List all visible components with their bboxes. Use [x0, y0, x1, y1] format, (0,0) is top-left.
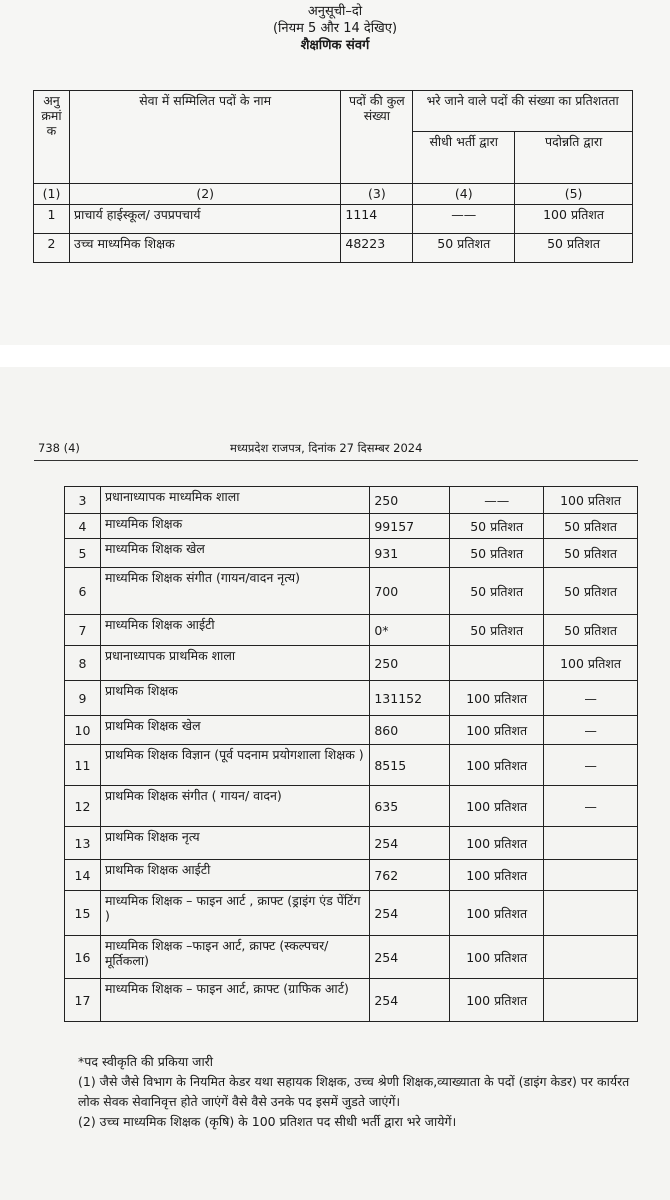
schedule-table-part2 — [64, 486, 638, 1022]
col-num-2: (2) — [69, 184, 340, 205]
row-post-name: माध्यमिक शिक्षक — [100, 514, 369, 539]
schedule-rule-ref: (नियम 5 और 14 देखिए) — [272, 21, 398, 36]
row-serial: 11 — [65, 745, 101, 786]
row-total: 254 — [370, 979, 450, 1022]
row-total: 860 — [370, 716, 450, 745]
table-row — [65, 615, 638, 646]
row-serial: 5 — [65, 539, 101, 568]
row-direct: 100 प्रतिशत — [450, 979, 544, 1022]
table-row — [65, 514, 638, 539]
row-promotion: 100 प्रतिशत — [544, 487, 638, 514]
row-serial: 14 — [65, 860, 101, 891]
row-serial: 16 — [65, 936, 101, 979]
row-direct — [450, 646, 544, 681]
header-serial: अनु क्रमां क — [34, 91, 70, 184]
row-promotion: 50 प्रतिशत — [544, 615, 638, 646]
row-promotion: 50 प्रतिशत — [544, 539, 638, 568]
header-total-posts: पदों की कुल संख्या — [341, 91, 413, 184]
table-row — [65, 891, 638, 936]
row-total: 931 — [370, 539, 450, 568]
col-num-1: (1) — [34, 184, 70, 205]
schedule-title: अनुसूची–दो — [307, 4, 363, 19]
row-post-name: प्राथमिक शिक्षक आईटी — [100, 860, 369, 891]
table-row — [65, 979, 638, 1022]
row-promotion: 50 प्रतिशत — [544, 514, 638, 539]
row-direct: 50 प्रतिशत — [450, 568, 544, 615]
row-direct: 100 प्रतिशत — [450, 716, 544, 745]
header-post-names: सेवा में सम्मिलित पदों के नाम — [69, 91, 340, 184]
row-serial: 13 — [65, 827, 101, 860]
table-row — [65, 827, 638, 860]
row-total: 254 — [370, 827, 450, 860]
row-total: 700 — [370, 568, 450, 615]
row-direct: 50 प्रतिशत — [413, 234, 515, 263]
table-row — [65, 936, 638, 979]
row-post-name: प्राथमिक शिक्षक खेल — [100, 716, 369, 745]
table-row — [65, 646, 638, 681]
table-row — [65, 568, 638, 615]
row-serial: 3 — [65, 487, 101, 514]
row-total: 762 — [370, 860, 450, 891]
row-post-name: माध्यमिक शिक्षक खेल — [100, 539, 369, 568]
col-num-4: (4) — [413, 184, 515, 205]
table-row — [65, 716, 638, 745]
col-num-5: (5) — [515, 184, 633, 205]
row-total: 99157 — [370, 514, 450, 539]
row-promotion: — — [544, 716, 638, 745]
row-post-name: प्रधानाध्यापक प्राथमिक शाला — [100, 646, 369, 681]
row-post-name: प्राथमिक शिक्षक संगीत ( गायन/ वादन) — [100, 786, 369, 827]
row-post-name: माध्यमिक शिक्षक संगीत (गायन/वादन नृत्य) — [100, 568, 369, 615]
page-number: 738 (4) — [38, 441, 80, 455]
row-post-name: प्रधानाध्यापक माध्यमिक शाला — [100, 487, 369, 514]
row-post-name: प्राथमिक शिक्षक नृत्य — [100, 827, 369, 860]
row-direct: 50 प्रतिशत — [450, 615, 544, 646]
row-post-name: प्राथमिक शिक्षक विज्ञान (पूर्व पदनाम प्रयोगशाला शिक्षक ) — [100, 745, 369, 786]
row-total: 1114 — [341, 205, 413, 234]
row-total: 254 — [370, 936, 450, 979]
row-total: 48223 — [341, 234, 413, 263]
row-direct: —— — [413, 205, 515, 234]
row-promotion: 50 प्रतिशत — [515, 234, 633, 263]
row-direct: 100 प्रतिशत — [450, 860, 544, 891]
row-post-name: उच्च माध्यमिक शिक्षक — [69, 234, 340, 263]
row-post-name: प्राचार्य हाईस्कूल/ उपप्रपचार्य — [69, 205, 340, 234]
row-direct: 100 प्रतिशत — [450, 827, 544, 860]
table-row — [65, 487, 638, 514]
table-row — [34, 234, 633, 263]
row-serial: 9 — [65, 681, 101, 716]
row-promotion — [544, 979, 638, 1022]
table-row — [65, 860, 638, 891]
notes-section — [78, 1052, 638, 1132]
row-serial: 4 — [65, 514, 101, 539]
row-serial: 8 — [65, 646, 101, 681]
row-post-name: माध्यमिक शिक्षक – फाइन आर्ट , क्राफ्ट (ड्राइंग एंड पेंटिंग ) — [100, 891, 369, 936]
row-direct: —— — [450, 487, 544, 514]
table-row — [65, 539, 638, 568]
row-serial: 6 — [65, 568, 101, 615]
gazette-page-upper — [0, 0, 670, 345]
row-serial: 10 — [65, 716, 101, 745]
row-serial: 7 — [65, 615, 101, 646]
row-total: 131152 — [370, 681, 450, 716]
row-promotion: 100 प्रतिशत — [515, 205, 633, 234]
row-direct: 50 प्रतिशत — [450, 539, 544, 568]
table-row — [65, 745, 638, 786]
row-promotion: — — [544, 786, 638, 827]
row-promotion: 50 प्रतिशत — [544, 568, 638, 615]
note-2: (2) उच्च माध्यमिक शिक्षक (कृषि) के 100 प्रतिशत पद सीधी भर्ती द्वारा भरे जायेगें। — [78, 1114, 457, 1129]
row-direct: 100 प्रतिशत — [450, 936, 544, 979]
page-gap — [0, 345, 670, 367]
row-promotion: — — [544, 745, 638, 786]
table-row — [34, 205, 633, 234]
table-row — [65, 681, 638, 716]
row-total: 8515 — [370, 745, 450, 786]
row-promotion — [544, 860, 638, 891]
row-direct: 100 प्रतिशत — [450, 891, 544, 936]
row-serial: 1 — [34, 205, 70, 234]
row-total: 254 — [370, 891, 450, 936]
row-serial: 2 — [34, 234, 70, 263]
schedule-table-part1 — [33, 90, 633, 263]
row-total: 250 — [370, 487, 450, 514]
gazette-header: मध्यप्रदेश राजपत्र, दिनांक 27 दिसम्बर 2024 — [230, 441, 423, 455]
row-promotion: — — [544, 681, 638, 716]
row-direct: 100 प्रतिशत — [450, 786, 544, 827]
row-direct: 100 प्रतिशत — [450, 681, 544, 716]
col-num-3: (3) — [341, 184, 413, 205]
cadre-title: शैक्षणिक संवर्ग — [300, 38, 370, 53]
row-serial: 12 — [65, 786, 101, 827]
row-post-name: माध्यमिक शिक्षक आईटी — [100, 615, 369, 646]
row-post-name: माध्यमिक शिक्षक – फाइन आर्ट, क्राफ्ट (ग्राफिक आर्ट) — [100, 979, 369, 1022]
row-total: 250 — [370, 646, 450, 681]
row-total: 635 — [370, 786, 450, 827]
row-post-name: प्राथमिक शिक्षक — [100, 681, 369, 716]
header-direct-recruitment: सीधी भर्ती द्वारा — [413, 132, 515, 184]
row-serial: 17 — [65, 979, 101, 1022]
row-post-name: माध्यमिक शिक्षक –फाइन आर्ट, क्राफ्ट (स्कल्पचर/ मूर्तिकला) — [100, 936, 369, 979]
header-percentage: भरे जाने वाले पदों की संख्या का प्रतिशतता — [413, 91, 633, 132]
header-promotion: पदोन्नति द्वारा — [515, 132, 633, 184]
header-rule — [34, 460, 638, 461]
table-row — [65, 786, 638, 827]
row-total: 0* — [370, 615, 450, 646]
row-promotion — [544, 827, 638, 860]
row-promotion — [544, 936, 638, 979]
row-direct: 100 प्रतिशत — [450, 745, 544, 786]
row-promotion: 100 प्रतिशत — [544, 646, 638, 681]
row-promotion — [544, 891, 638, 936]
note-1: (1) जैसे जैसे विभाग के नियमित केडर यथा सहायक शिक्षक, उच्च श्रेणी शिक्षक,व्याख्याता के पदों (डाइंग केडर) पर कार्यरत लोक सेवक सेवानिवृत्त होते जाएंगें वैसे वैसे उनके पद इसमें जुडते जाएंगें। — [78, 1074, 630, 1109]
note-star: *पद स्वीकृति की प्रकिया जारी — [78, 1054, 214, 1069]
row-serial: 15 — [65, 891, 101, 936]
row-direct: 50 प्रतिशत — [450, 514, 544, 539]
